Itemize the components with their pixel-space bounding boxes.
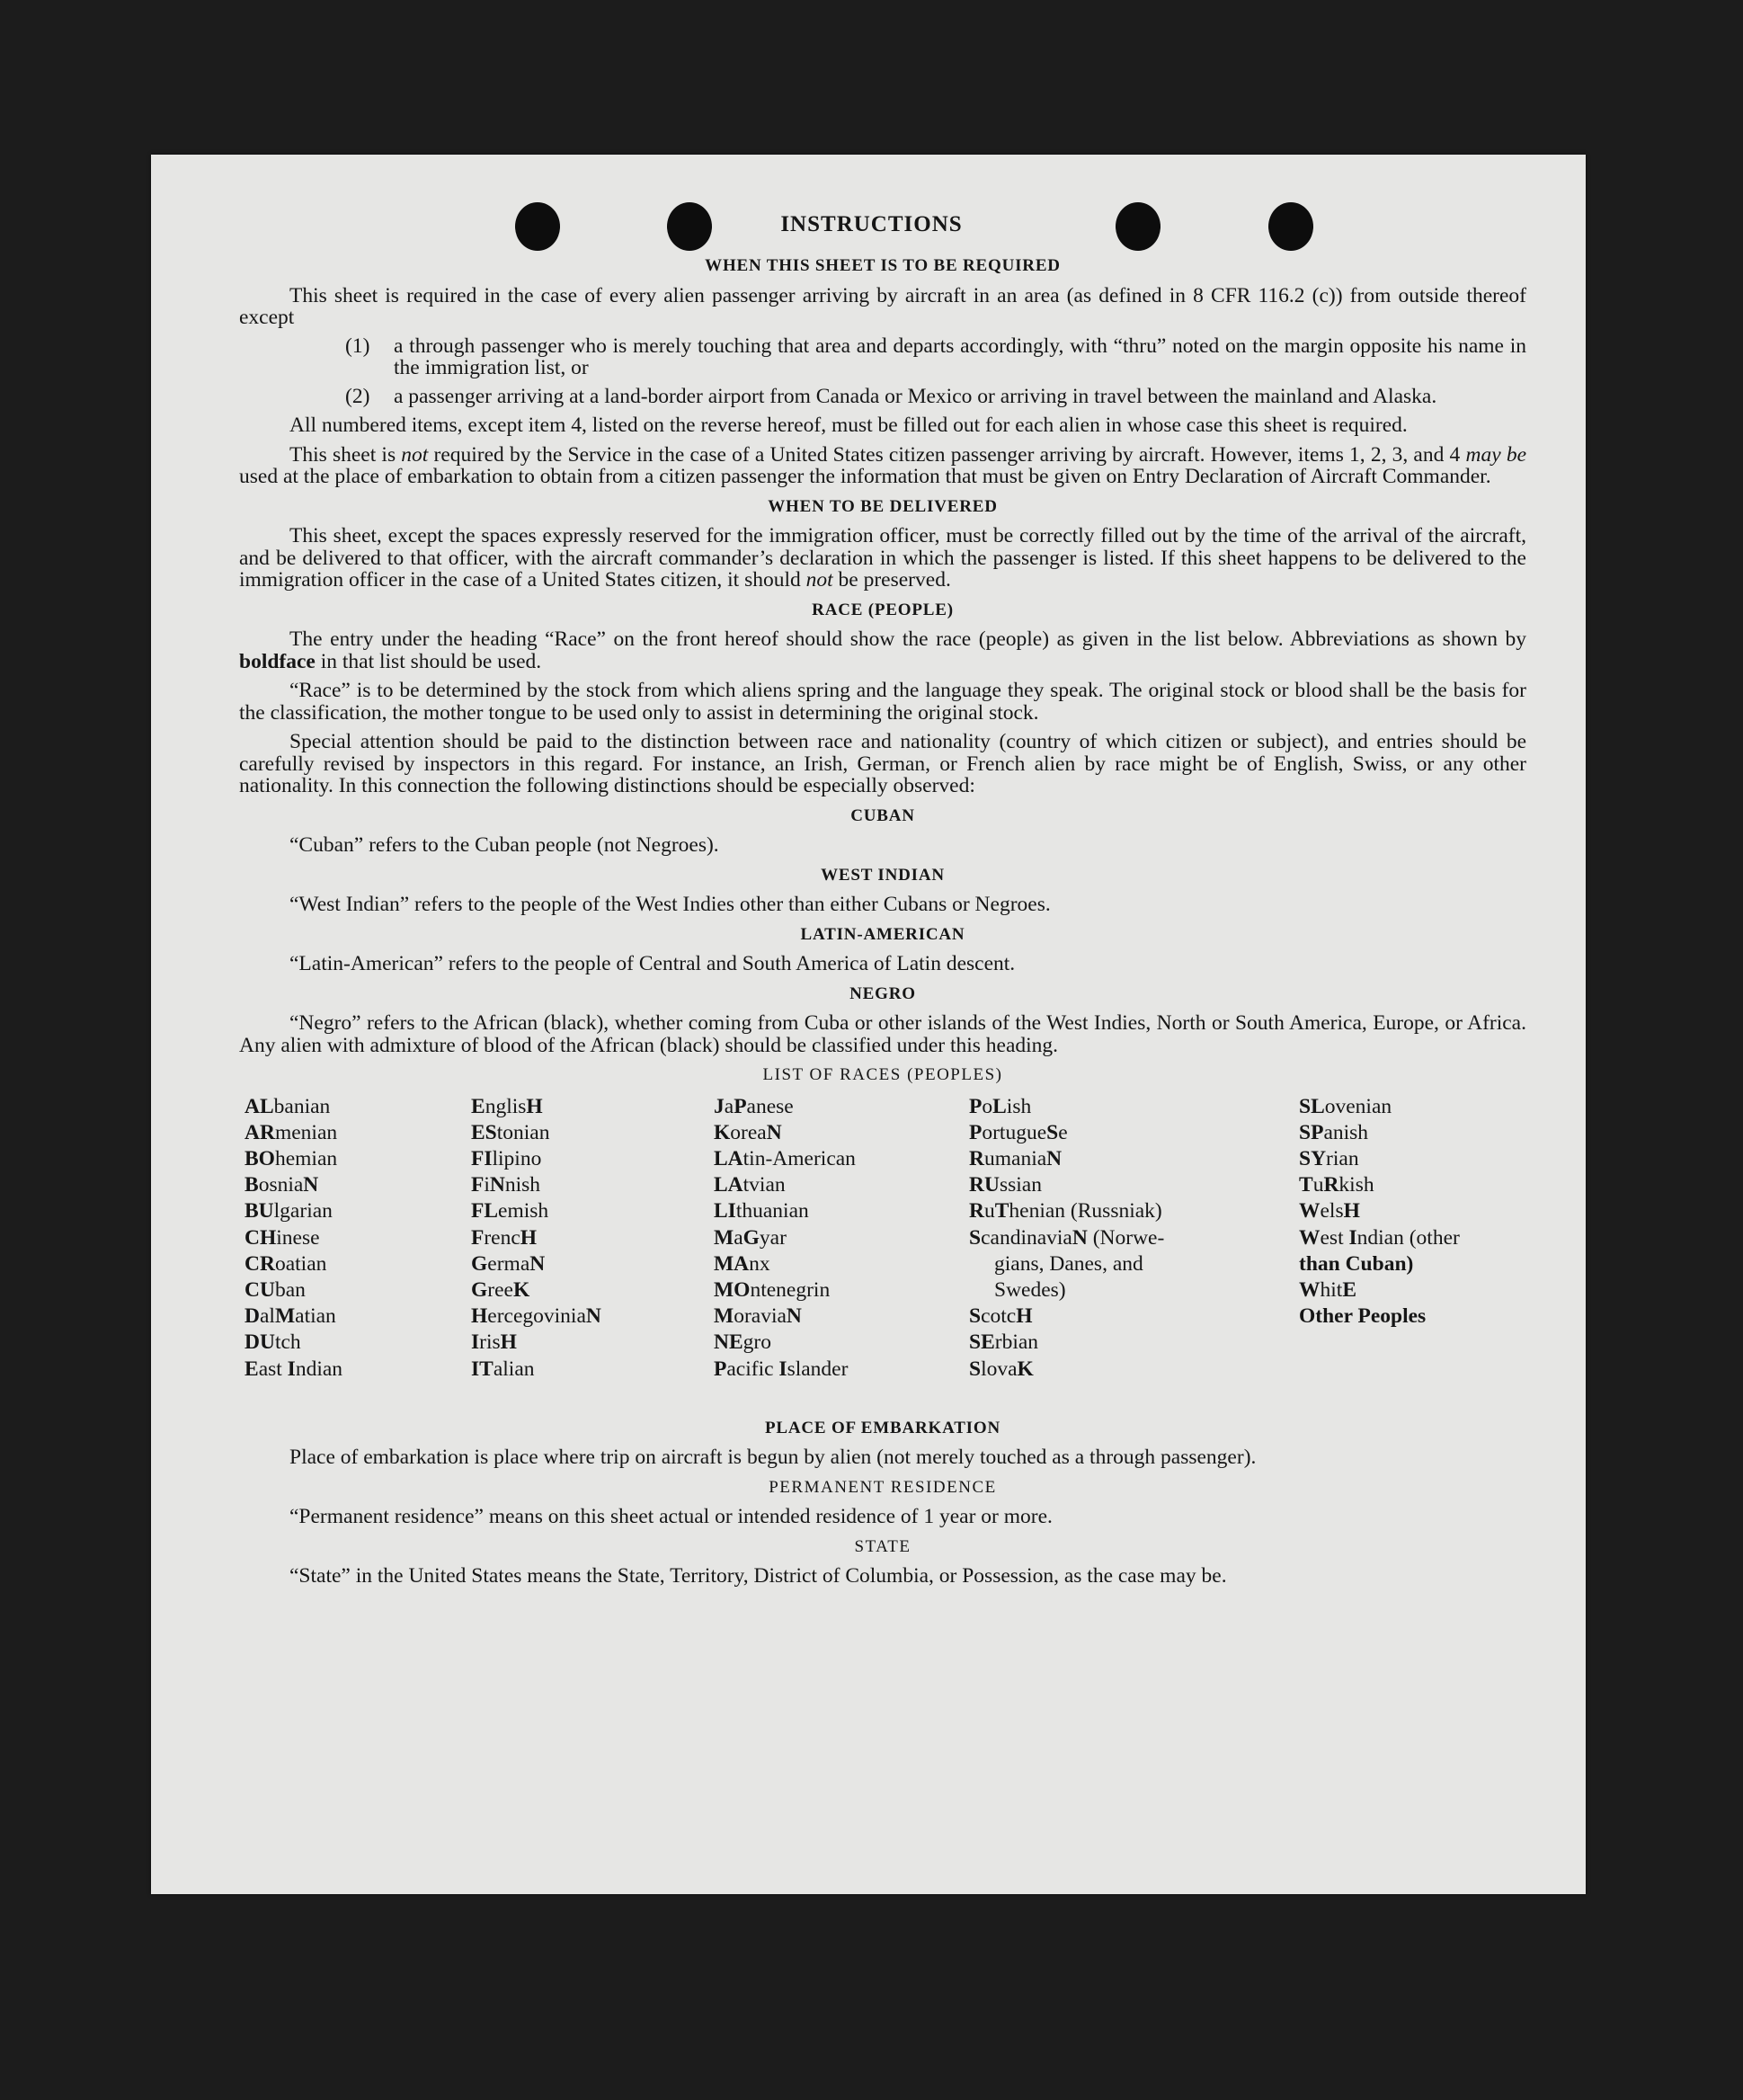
race-entry: FLemish <box>471 1199 549 1224</box>
para-race-1: The entry under the heading “Race” on the front hereof should show the race (people) as given in the list below. Abbreviations as shown by boldface in that list should be used. <box>239 627 1526 673</box>
item-text: a passenger arriving at a land-border airport from Canada or Mexico or arriving in travel between the mainland and Alaska. <box>394 384 1437 408</box>
race-entry: TuRkish <box>1299 1173 1374 1197</box>
races-list <box>239 1094 1526 1418</box>
exception-item <box>239 335 1526 379</box>
race-entry: ARmenian <box>245 1120 338 1144</box>
para-citizen: This sheet is not required by the Service in the case of a United States citizen passenger arriving by aircraft. However, items 1, 2, 3, and 4 may be used at the place of embarkation to obtain from a citizen passenger the information that must be given on Entry Declaration of Aircraft Commander. <box>239 442 1526 488</box>
para-state: “State” in the United States means the State, Territory, District of Columbia, or Possession, as the case may be. <box>289 1564 1227 1588</box>
race-entry: RUssian <box>969 1173 1042 1197</box>
races-column <box>245 1094 342 1383</box>
para-latin-american: “Latin-American” refers to the people of Central and South America of Latin descent. <box>289 952 1016 975</box>
item-text: a through passenger who is merely touching that area and departs accordingly, with “thru” noted on the margin opposite his name in the immigration list, or <box>394 334 1526 379</box>
race-entry: Other Peoples <box>1299 1304 1427 1329</box>
race-entry: SPanish <box>1299 1120 1369 1144</box>
race-entry: EnglisH <box>471 1094 543 1118</box>
race-entry: EStonian <box>471 1120 550 1144</box>
race-entry: HercegoviniaN <box>471 1304 601 1329</box>
race-entry: FrencH <box>471 1225 538 1250</box>
race-entry: ALbanian <box>245 1094 331 1118</box>
heading-race: RACE (PEOPLE) <box>812 600 954 619</box>
para-permanent-residence: “Permanent residence” means on this sheet actual or intended residence of 1 year or more. <box>289 1505 1053 1528</box>
race-entry: SlovaK <box>969 1357 1034 1381</box>
race-entry: RumaniaN <box>969 1146 1063 1170</box>
races-column <box>1299 1094 1460 1330</box>
item-number: (2) <box>345 384 370 408</box>
race-entry: West Indian (other <box>1299 1225 1460 1250</box>
race-entry: gians, Danes, and <box>994 1251 1143 1276</box>
race-entry: LAtin-American <box>714 1146 856 1170</box>
race-entry: LAtvian <box>714 1173 786 1197</box>
para-race-2: “Race” is to be determined by the stock from which aliens spring and the language they speak. The original stock or blood shall be the basis for the classification, the mother tongue to be used only to assist in determining the original stock. <box>239 679 1526 725</box>
race-entry: CUban <box>245 1277 306 1302</box>
race-entry: IrisH <box>471 1330 517 1355</box>
race-entry: NEgro <box>714 1330 771 1355</box>
heading-cuban: CUBAN <box>850 805 915 825</box>
heading-latin-american: LATIN-AMERICAN <box>800 924 965 944</box>
race-entry: East Indian <box>245 1357 343 1381</box>
race-entry: BUlgarian <box>245 1199 333 1224</box>
race-entry: DUtch <box>245 1330 301 1355</box>
heading-delivered: WHEN TO BE DELIVERED <box>768 496 998 516</box>
heading-west-indian: WEST INDIAN <box>821 865 945 885</box>
race-entry: ScotcH <box>969 1304 1033 1329</box>
heading-permanent-residence: PERMANENT RESIDENCE <box>769 1477 997 1497</box>
race-entry: DalMatian <box>245 1304 336 1329</box>
race-entry: RuThenian (Russniak) <box>969 1199 1162 1224</box>
race-entry: GermaN <box>471 1251 546 1276</box>
race-entry: SErbian <box>969 1330 1039 1355</box>
race-entry: than Cuban) <box>1299 1251 1414 1276</box>
race-entry: GreeK <box>471 1277 530 1302</box>
heading-negro: NEGRO <box>849 983 916 1003</box>
race-entry: SYrian <box>1299 1146 1359 1170</box>
para-embarkation: Place of embarkation is place where trip on aircraft is begun by alien (not merely touched as a through passenger). <box>289 1446 1257 1469</box>
race-entry: CHinese <box>245 1225 320 1250</box>
para-negro: “Negro” refers to the African (black), whether coming from Cuba or other islands of the West Indies, North or South America, Europe, or Africa. Any alien with admixture of blood of the African (black) should be classified under this heading. <box>239 1011 1526 1057</box>
para-delivered: This sheet, except the spaces expressly reserved for the immigration officer, must be correctly filled out by the time of the arrival of the aircraft, and be delivered to that officer, with the aircraft commander’s declaration in which the passenger is listed. If this sheet happens to be delivered to the immigration officer in the case of a United States citizen, it should not be preserved. <box>239 524 1526 592</box>
race-entry: ITalian <box>471 1357 535 1381</box>
race-entry: MaGyar <box>714 1225 787 1250</box>
race-entry: MoraviaN <box>714 1304 802 1329</box>
race-entry: PortugueSe <box>969 1120 1068 1144</box>
instructions-body <box>239 255 1526 1588</box>
race-entry: KoreaN <box>714 1120 782 1144</box>
heading-list-of-races: LIST OF RACES (PEOPLES) <box>762 1065 1003 1084</box>
exception-item <box>239 386 1526 408</box>
heading-required: WHEN THIS SHEET IS TO BE REQUIRED <box>705 256 1061 275</box>
races-column <box>969 1094 1164 1383</box>
heading-embarkation: PLACE OF EMBARKATION <box>765 1418 1000 1437</box>
race-entry: PoLish <box>969 1094 1032 1118</box>
heading-state: STATE <box>854 1536 912 1556</box>
para-west-indian: “West Indian” refers to the people of the West Indies other than either Cubans or Negroes. <box>289 893 1051 916</box>
race-entry: SLovenian <box>1299 1094 1392 1118</box>
para-numbered-items: All numbered items, except item 4, listed on the reverse hereof, must be filled out for each alien in whose case this sheet is required. <box>289 414 1408 437</box>
race-entry: FIlipino <box>471 1146 542 1170</box>
race-entry: WelsH <box>1299 1199 1360 1224</box>
race-entry: FiNnish <box>471 1173 541 1197</box>
race-entry: MOntenegrin <box>714 1277 831 1302</box>
race-entry: BosniaN <box>245 1173 319 1197</box>
race-entry: BOhemian <box>245 1146 338 1170</box>
race-entry: ScandinaviaN (Norwe- <box>969 1225 1165 1250</box>
races-column <box>714 1094 856 1383</box>
race-entry: LIthuanian <box>714 1199 809 1224</box>
para-required-intro: This sheet is required in the case of every alien passenger arriving by aircraft in an area (as defined in 8 CFR 116.2 (c)) from outside thereof except <box>239 283 1526 329</box>
race-entry: CRoatian <box>245 1251 327 1276</box>
para-race-3: Special attention should be paid to the distinction between race and nationality (country of which citizen or subject), and entries should be carefully revised by inspectors in this regard. For instance, an Irish, German, or French alien by race might be of English, Swiss, or any other nationality. In this connection the following distinctions should be especially observed: <box>239 730 1526 797</box>
race-entry: MAnx <box>714 1251 770 1276</box>
race-entry: WhitE <box>1299 1277 1356 1302</box>
para-cuban: “Cuban” refers to the Cuban people (not Negroes). <box>289 833 719 857</box>
race-entry: Pacific Islander <box>714 1357 849 1381</box>
race-entry: JaPanese <box>714 1094 794 1118</box>
item-number: (1) <box>345 334 370 358</box>
races-column <box>471 1094 601 1383</box>
race-entry: Swedes) <box>994 1277 1066 1302</box>
page-title: INSTRUCTIONS <box>780 212 963 236</box>
